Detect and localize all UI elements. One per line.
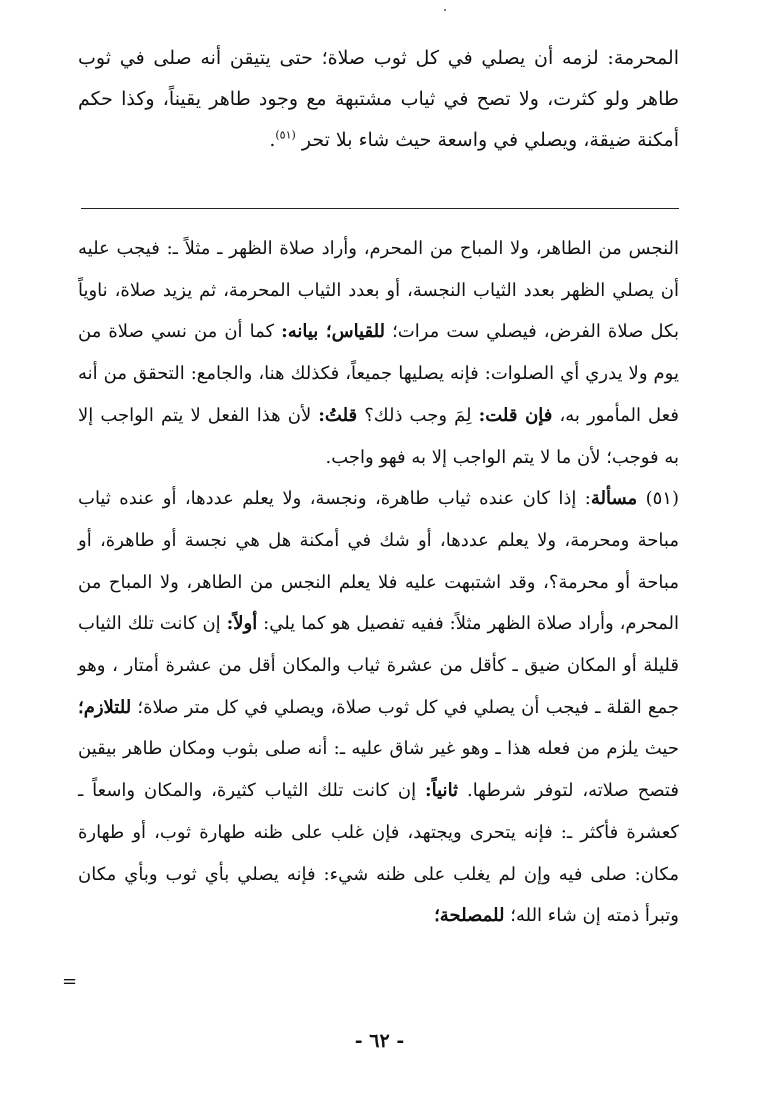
footnote-text: إن كانت تلك الثياب قليلة أو المكان ضيق ـ كأقل من عشرة ثياب والمكان أقل من عشرة أمتار ، وهو جمع القلة ـ فيجب أن يصلي في كل ثوب صلاة، ويصلي في كل متر صلاة؛ bbox=[78, 613, 679, 718]
footnote-number: (٥١) bbox=[645, 488, 679, 510]
footnote-text: لأن هذا الفعل لا يتم الواجب إلا به فوجب؛ لأن ما لا يتم الواجب إلا به فهو واجب. bbox=[78, 404, 679, 468]
bold-term: للمصلحة؛ bbox=[434, 905, 505, 927]
bold-term: للتلازم؛ bbox=[78, 696, 132, 718]
footnote-text: : إذا كان عنده ثياب طاهرة، ونجسة، ولا يعلم عددها، أو عنده ثياب مباحة ومحرمة، ولا يعلم عددها، أو شك في أمكنة هل هي نجسة أو طاهرة، أو مباحة أو محرمة؟، وقد اشتبهت عليه فلا يعلم النجس من الطاهر، ولا المباح من المحرم، وأراد صلاة الظهر مثلاً: ففيه تفصيل هو كما يلي: bbox=[78, 488, 679, 635]
bold-term: فإن قلت: bbox=[478, 404, 553, 426]
footnote-text: كما أن من نسي صلاة من يوم ولا يدري أي الصلوات: فإنه يصليها جميعاً، فكذلك هنا، والجامع: التحقق من أنه فعل المأمور به، bbox=[78, 321, 679, 426]
footnote-reference: (٥١) bbox=[275, 128, 296, 142]
bold-term: قلتُ: bbox=[318, 404, 358, 426]
footnote-text: لِمَ وجب ذلك؟ bbox=[364, 404, 472, 426]
main-line-3-end: . bbox=[269, 129, 276, 151]
footnotes bbox=[78, 228, 679, 937]
footnote-divider bbox=[81, 208, 679, 209]
footnote-text: حيث يلزم من فعله هذا ـ وهو غير شاق عليه ـ: أنه صلى بثوب ومكان طاهر بيقين فتصح صلاته، لتوفر شرطها. bbox=[78, 738, 679, 802]
main-text bbox=[78, 38, 679, 161]
footnote-continuation bbox=[78, 228, 679, 478]
footnote-51 bbox=[78, 478, 679, 937]
main-line-3: ويصلي في واسعة حيث شاء بلا تحر bbox=[301, 129, 578, 151]
main-line-1: المحرمة: لزمه أن يصلي في كل ثوب صلاة؛ حتى يتيقن أنه صلى في ثوب طاهر ولو bbox=[78, 47, 679, 110]
footnote-text: إن كانت تلك الثياب كثيرة، والمكان واسعاً ـ كعشرة فأكثر ـ: فإنه يتحرى ويجتهد، فإن غلب على ظنه طهارة ثوب، أو طهارة مكان: صلى فيه وإن لم يغلب على ظنه شيء: فإنه يصلي بأي ثوب وبأي مكان وتبرأ ذمته إن شاء الله؛ bbox=[78, 780, 679, 927]
page-number: - ٦٢ - bbox=[354, 1030, 405, 1052]
bold-term: للقياس؛ بيانه: bbox=[281, 321, 386, 343]
bold-term: أولاً: bbox=[226, 613, 258, 635]
main-paragraph bbox=[78, 38, 679, 161]
main-line-2: كثرت، ولا تصح في ثياب مشتبهة مع وجود طاهر يقيناً، وكذا حكم أمكنة ضيقة، bbox=[78, 88, 679, 151]
footnote-text: النجس من الطاهر، ولا المباح من المحرم، وأراد صلاة الظهر ـ مثلاً ـ: فيجب عليه أن يصلي الظهر بعدد الثياب النجسة، أو بعدد الثياب المحرمة، ثم يزيد صلاة، ناوياً بكل صلاة الفرض، فيصلي ست مرات؛ bbox=[78, 238, 679, 343]
continuation-mark: = bbox=[62, 971, 78, 992]
bold-term: ثانياً: bbox=[425, 780, 459, 802]
scan-speck bbox=[444, 9, 446, 11]
issue-label: مسألة bbox=[590, 488, 638, 510]
